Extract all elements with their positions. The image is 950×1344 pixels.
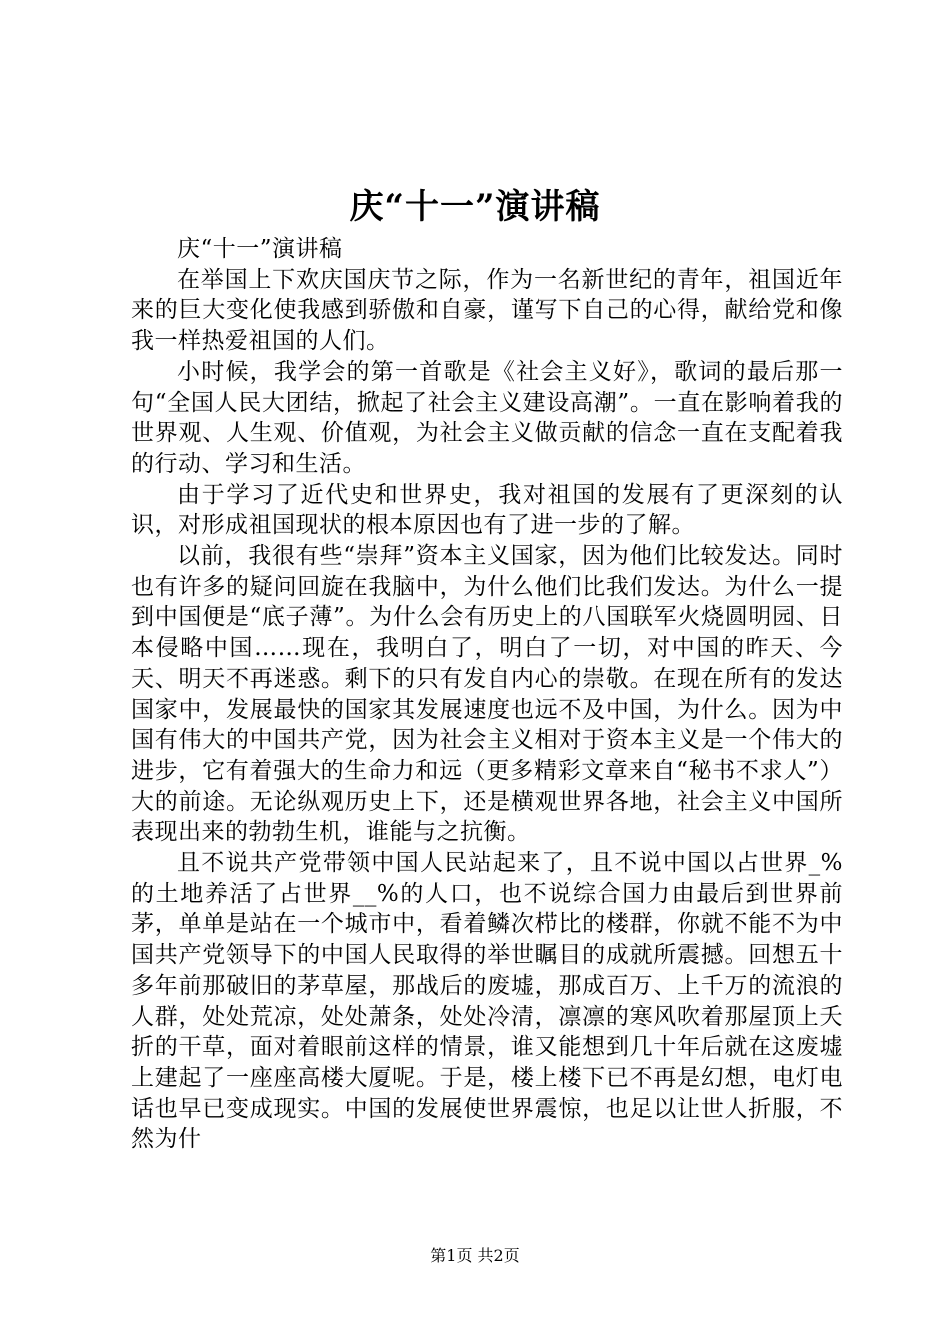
paragraph: 由于学习了近代史和世界史，我对祖国的发展有了更深刻的认识，对形成祖国现状的根本原因也有了进一步的了解。 [131, 481, 843, 539]
paragraph: 且不说共产党带领中国人民站起来了，且不说中国以占世界_%的土地养活了占世界__%的人口，也不说综合国力由最后到世界前茅，单单是站在一个城市中，看着鳞次栉比的楼群，你就不能不为中国共产党领导下的中国人民取得的举世瞩目的成就所震撼。回想五十多年前那破旧的茅草屋，那战后的废墟，那成百万、上千万的流浪的人群，处处荒凉，处处萧条，处处冷清，凛凛的寒风吹着那屋顶上夭折的干草，面对着眼前这样的情景，谁又能想到几十年后就在这废墟上建起了一座座高楼大厦呢。于是，楼上楼下已不再是幻想，电灯电话也早已变成现实。中国的发展使世界震惊，也足以让世人折服，不然为什 [131, 850, 843, 1153]
document-body [131, 234, 843, 1155]
page-footer: 第1页 共2页 [430, 1246, 520, 1265]
document-title: 庆“十一”演讲稿 [349, 187, 601, 227]
paragraph: 以前，我很有些“崇拜”资本主义国家，因为他们比较发达。同时也有许多的疑问回旋在我脑中，为什么他们比我们发达。为什么一提到中国便是“底子薄”。为什么会有历史上的八国联军火烧圆明园、日本侵略中国……现在，我明白了，明白了一切，对中国的昨天、今天、明天不再迷惑。剩下的只有发自内心的崇敬。在现在所有的发达国家中，发展最快的国家其发展速度也远不及中国，为什么。因为中国有伟大的中国共产党，因为社会主义相对于资本主义是一个伟大的进步，它有着强大的生命力和远（更多精彩文章来自“秘书不求人”）大的前途。无论纵观历史上下，还是横观世界各地，社会主义中国所表现出来的勃勃生机，谁能与之抗衡。 [131, 543, 843, 846]
paragraph-heading: 庆“十一”演讲稿 [177, 236, 343, 262]
paragraph: 在举国上下欢庆国庆节之际，作为一名新世纪的青年，祖国近年来的巨大变化使我感到骄傲和自豪，谨写下自己的心得，献给党和像我一样热爱祖国的人们。 [131, 266, 843, 355]
paragraph: 小时候，我学会的第一首歌是《社会主义好》，歌词的最后那一句“全国人民大团结，掀起了社会主义建设高潮”。一直在影响着我的世界观、人生观、价值观，为社会主义做贡献的信念一直在支配着我的行动、学习和生活。 [131, 358, 843, 477]
